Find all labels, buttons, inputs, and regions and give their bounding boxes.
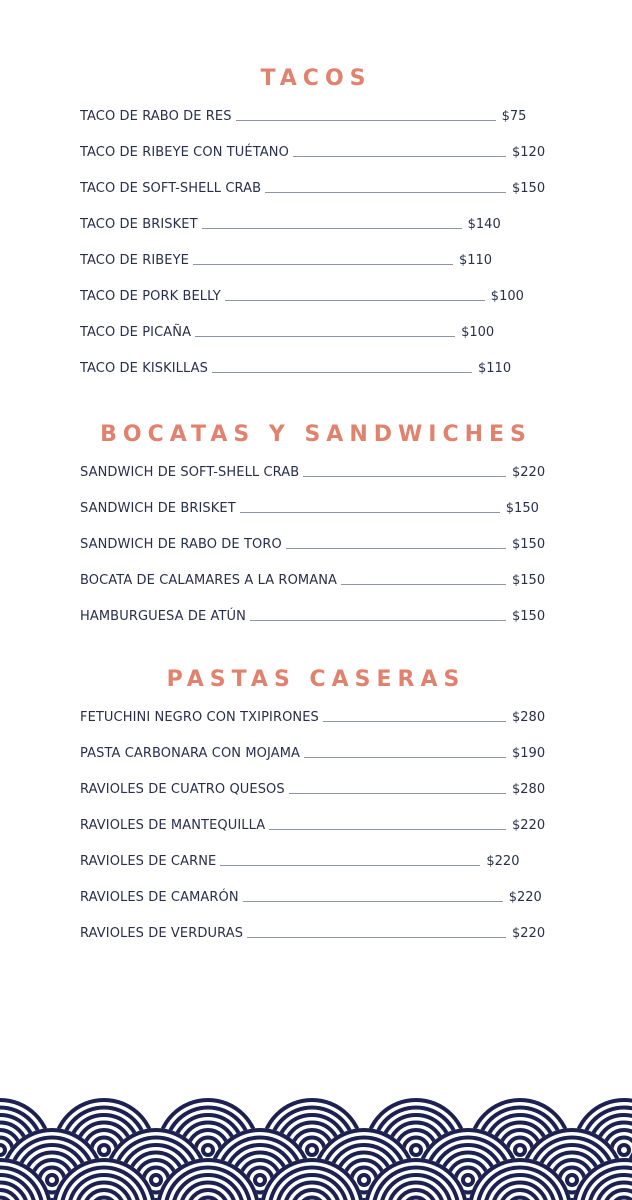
- menu-item: [80, 314, 560, 350]
- menu-item: [80, 735, 560, 771]
- item-price: $100: [490, 288, 524, 304]
- item-name: TACO DE PICAÑA: [80, 324, 192, 340]
- dotted-leader: [269, 829, 506, 830]
- section-pastas-caseras: [0, 667, 632, 941]
- item-price: $140: [467, 216, 501, 232]
- dotted-leader: [193, 264, 453, 265]
- menu-item: [80, 699, 560, 735]
- item-price: $110: [458, 252, 493, 268]
- item-name: TACO DE KISKILLAS: [80, 360, 208, 376]
- item-name: RAVIOLES DE CUATRO QUESOS: [80, 781, 285, 797]
- item-name: RAVIOLES DE CAMARÓN: [80, 889, 239, 905]
- dotted-leader: [289, 793, 506, 794]
- menu-item: [80, 134, 560, 170]
- item-name: TACO DE RABO DE RES: [80, 108, 232, 124]
- item-name: TACO DE SOFT-SHELL CRAB: [80, 180, 262, 196]
- item-price: $150: [512, 180, 546, 196]
- menu-item: [80, 454, 560, 490]
- item-price: $220: [512, 464, 546, 480]
- item-price: $280: [512, 709, 546, 725]
- item-price: $110: [478, 360, 512, 376]
- item-list: [80, 699, 560, 951]
- section-title: TACOS: [260, 66, 372, 91]
- dotted-leader: [202, 228, 462, 229]
- section-title: PASTAS CASERAS: [166, 667, 466, 692]
- menu-item: [80, 879, 560, 915]
- dotted-leader: [195, 336, 455, 337]
- menu-item: [80, 98, 560, 134]
- item-price: $280: [512, 781, 546, 797]
- menu-item: [80, 206, 560, 242]
- item-name: PASTA CARBONARA CON MOJAMA: [80, 745, 301, 761]
- section-bocatas-sandwiches: [0, 422, 632, 624]
- menu-item: [80, 807, 560, 843]
- dotted-leader: [240, 512, 500, 513]
- menu-item: [80, 242, 560, 278]
- dotted-leader: [225, 300, 485, 301]
- item-price: $190: [512, 745, 546, 761]
- item-name: TACO DE PORK BELLY: [80, 288, 221, 304]
- dotted-leader: [323, 721, 506, 722]
- menu-item: [80, 526, 560, 562]
- item-name: TACO DE RIBEYE: [80, 252, 189, 268]
- dotted-leader: [293, 156, 506, 157]
- dotted-leader: [236, 120, 496, 121]
- item-name: SANDWICH DE SOFT-SHELL CRAB: [80, 464, 300, 480]
- item-name: SANDWICH DE RABO DE TORO: [80, 536, 282, 552]
- menu-item: [80, 490, 560, 526]
- dotted-leader: [303, 476, 506, 477]
- item-name: HAMBURGUESA DE ATÚN: [80, 608, 246, 624]
- menu-item: [80, 915, 560, 951]
- item-price: $220: [512, 925, 546, 941]
- menu-item: [80, 562, 560, 598]
- item-name: TACO DE RIBEYE CON TUÉTANO: [80, 144, 289, 160]
- dotted-leader: [250, 620, 506, 621]
- item-name: FETUCHINI NEGRO CON TXIPIRONES: [80, 709, 319, 725]
- item-price: $150: [512, 572, 546, 588]
- menu-item: [80, 598, 560, 634]
- item-name: TACO DE BRISKET: [80, 216, 198, 232]
- item-price: $75: [501, 108, 527, 124]
- dotted-leader: [220, 865, 480, 866]
- section-tacos: [0, 66, 632, 376]
- dotted-leader: [243, 901, 503, 902]
- dotted-leader: [286, 548, 506, 549]
- item-list: [80, 98, 560, 386]
- item-price: $120: [512, 144, 546, 160]
- wave-pattern-decoration: [0, 1090, 632, 1200]
- item-price: $220: [512, 817, 546, 833]
- item-price: $220: [486, 853, 520, 869]
- menu-item: [80, 278, 560, 314]
- section-title: BOCATAS Y SANDWICHES: [100, 422, 532, 447]
- item-list: [80, 454, 560, 634]
- dotted-leader: [212, 372, 472, 373]
- item-price: $220: [508, 889, 542, 905]
- menu-item: [80, 170, 560, 206]
- item-name: RAVIOLES DE CARNE: [80, 853, 217, 869]
- menu-item: [80, 771, 560, 807]
- item-price: $100: [461, 324, 495, 340]
- item-name: SANDWICH DE BRISKET: [80, 500, 236, 516]
- item-name: BOCATA DE CALAMARES A LA ROMANA: [80, 572, 338, 588]
- item-name: RAVIOLES DE VERDURAS: [80, 925, 244, 941]
- menu-item: [80, 350, 560, 386]
- menu-item: [80, 843, 560, 879]
- dotted-leader: [247, 937, 506, 938]
- dotted-leader: [265, 192, 506, 193]
- dotted-leader: [341, 584, 506, 585]
- item-price: $150: [505, 500, 539, 516]
- item-price: $150: [512, 608, 546, 624]
- item-price: $150: [512, 536, 546, 552]
- dotted-leader: [304, 757, 506, 758]
- item-name: RAVIOLES DE MANTEQUILLA: [80, 817, 266, 833]
